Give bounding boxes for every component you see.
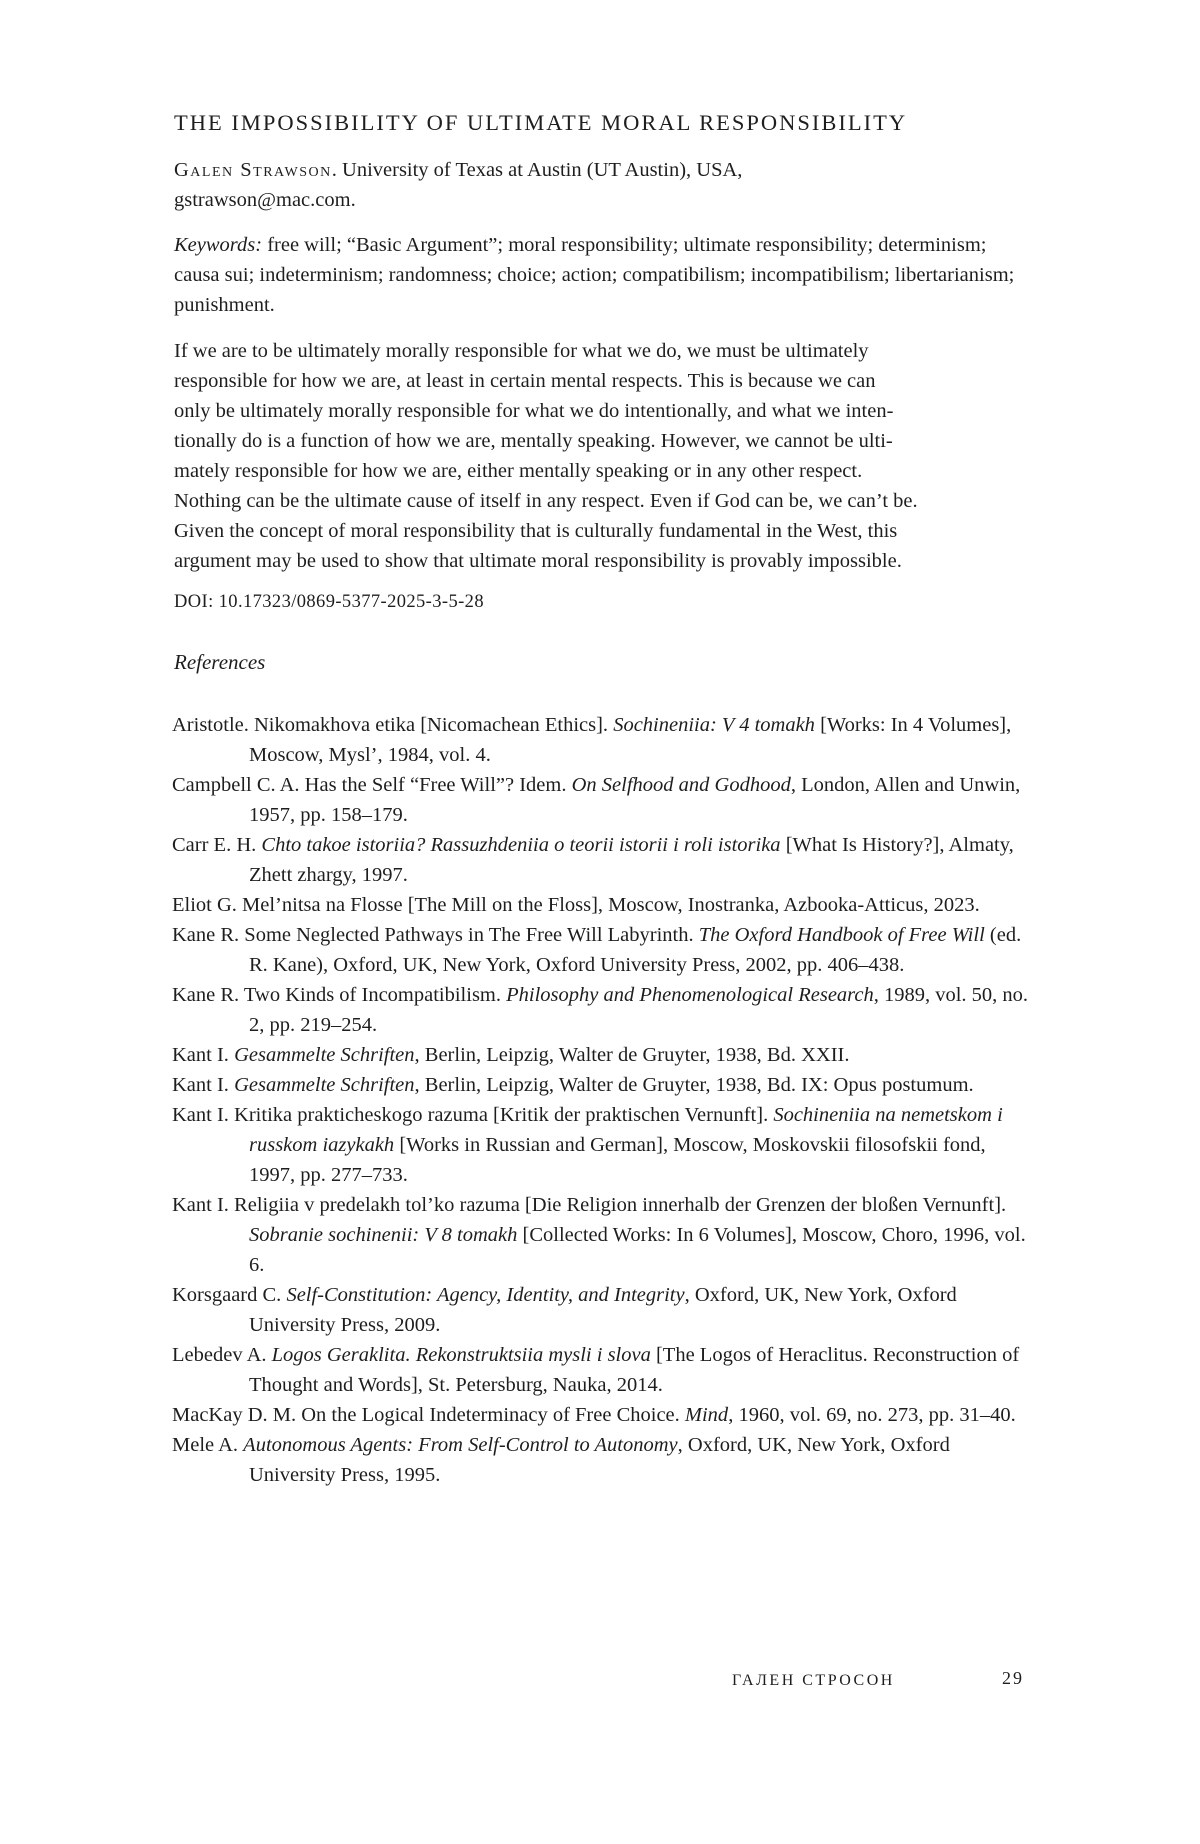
reference-list: [172, 710, 1032, 1490]
reference-item: Mele A. Autonomous Agents: From Self-Control to Autonomy, Oxford, UK, New York, Oxford University Press, 1995.: [172, 1434, 950, 1486]
references-heading: References: [174, 650, 266, 674]
keywords: [174, 230, 1024, 320]
page-number: 29: [1002, 1668, 1024, 1688]
doi: DOI: 10.17323/0869-5377-2025-3-5-28: [174, 592, 484, 612]
reference-item: Kant I. Religiia v predelakh tol’ko razuma [Die Religion innerhalb der Grenzen der bloßen Vernunft]. Sobranie sochinenii: V 8 tomakh [Collected Works: In 6 Volumes], Moscow, Choro, 1996, vol. 6.: [172, 1194, 1026, 1276]
reference-item: Aristotle. Nikomakhova etika [Nicomachean Ethics]. Sochineniia: V 4 tomakh [Works: In 4 Volumes], Moscow, Mysl’, 1984, vol. 4.: [172, 714, 1012, 766]
abstract-line: Nothing can be the ultimate cause of itself in any respect. Even if God can be, we can’t be.: [174, 490, 918, 512]
running-head: ГАЛЕН СТРОСОН: [732, 1672, 895, 1689]
author-affiliation: . University of Texas at Austin (UT Austin), USA,: [331, 159, 743, 181]
abstract-line: argument may be used to show that ultimate moral responsibility is provably impossible.: [174, 550, 902, 572]
reference-item: Kane R. Two Kinds of Incompatibilism. Philosophy and Phenomenological Research, 1989, vol. 50, no. 2, pp. 219–254.: [172, 984, 1029, 1036]
abstract-line: Given the concept of moral responsibility that is culturally fundamental in the West, this: [174, 520, 898, 542]
abstract-line: tionally do is a function of how we are, mentally speaking. However, we cannot be ulti-: [174, 430, 893, 452]
reference-item: Kane R. Some Neglected Pathways in The Free Will Labyrinth. The Oxford Handbook of Free Will (ed. R. Kane), Oxford, UK, New York, Oxford University Press, 2002, pp. 406–438.: [172, 924, 1022, 976]
reference-item: Carr E. H. Chto takoe istoriia? Rassuzhdeniia o teorii istorii i roli istorika [What Is History?], Almaty, Zhett zhargy, 1997.: [172, 834, 1014, 886]
reference-item: MacKay D. M. On the Logical Indeterminacy of Free Choice. Mind, 1960, vol. 69, no. 273, pp. 31–40.: [172, 1404, 1016, 1426]
abstract-line: mately responsible for how we are, either mentally speaking or in any other respect.: [174, 460, 863, 482]
reference-item: Campbell C. A. Has the Self “Free Will”? Idem. On Selfhood and Godhood, London, Allen and Unwin, 1957, pp. 158–179.: [172, 774, 1021, 826]
author-email: gstrawson@mac.com.: [174, 189, 356, 211]
abstract: [174, 336, 1024, 576]
reference-item: Kant I. Gesammelte Schriften, Berlin, Leipzig, Walter de Gruyter, 1938, Bd. XXII.: [172, 1044, 850, 1066]
reference-item: Kant I. Gesammelte Schriften, Berlin, Leipzig, Walter de Gruyter, 1938, Bd. IX: Opus postumum.: [172, 1074, 974, 1096]
keywords-text: free will; “Basic Argument”; moral responsibility; ultimate responsibility; determinism; causa sui; indeterminism; randomness; choice; action; compatibilism; incompatibilism; libertarianism; punishment.: [174, 234, 1015, 316]
reference-item: Korsgaard C. Self-Constitution: Agency, Identity, and Integrity, Oxford, UK, New York, Oxford University Press, 2009.: [172, 1284, 957, 1336]
keywords-label: Keywords:: [174, 234, 263, 256]
abstract-line: responsible for how we are, at least in certain mental respects. This is because we can: [174, 370, 876, 392]
abstract-line: If we are to be ultimately morally responsible for what we do, we must be ultimately: [174, 340, 869, 362]
reference-item: Kant I. Kritika prakticheskogo razuma [Kritik der praktischen Vernunft]. Sochineniia na nemetskom i russkom iazykakh [Works in Russian and German], Moscow, Moskovskii filosofskii fond, 1997, pp. 277–733.: [172, 1104, 1003, 1186]
author-line: [174, 155, 1024, 215]
abstract-line: only be ultimately morally responsible for what we do intentionally, and what we inten-: [174, 400, 894, 422]
reference-item: Eliot G. Mel’nitsa na Flosse [The Mill on the Floss], Moscow, Inostranka, Azbooka-Atticus, 2023.: [172, 894, 980, 916]
reference-item: Lebedev A. Logos Geraklita. Rekonstruktsiia mysli i slova [The Logos of Heraclitus. Reconstruction of Thought and Words], St. Petersburg, Nauka, 2014.: [172, 1344, 1020, 1396]
article-title: THE IMPOSSIBILITY OF ULTIMATE MORAL RESPONSIBILITY: [174, 110, 908, 135]
author-name: Galen Strawson: [174, 159, 332, 181]
